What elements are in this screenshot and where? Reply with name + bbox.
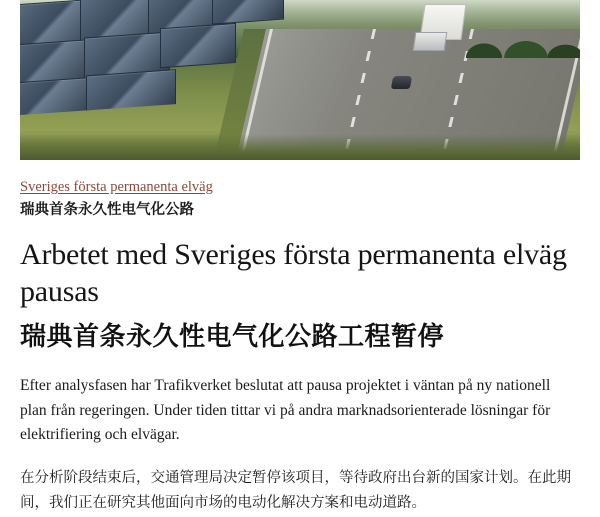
car-icon [391,76,412,89]
foreground-grass [20,134,580,160]
solar-panel-icon [20,77,94,115]
page-title-swedish: Arbetet med Sveriges första permanenta elväg pausas [20,238,567,308]
article-content [0,178,600,517]
right-treeline [460,0,580,58]
solar-panel-field [20,0,290,115]
truck-icon [408,4,466,50]
body-paragraph-swedish: Efter analysfasen har Trafikverket beslutat att pausa projektet i väntan på ny nationell plan från regeringen. Under tiden tittar vi på andra marknadsorienterade lösningar för elektrifiering och elvägar. [20,377,551,444]
solar-panel-icon [212,0,284,25]
solar-panel-icon [160,23,236,68]
kicker-link-swedish[interactable]: Sveriges första permanenta elväg [20,179,213,195]
body-paragraph-chinese: 在分析阶段结束后，交通管理局决定暂停该项目，等待政府出台新的国家计划。在此期间，我们正在研究其他面向市场的电动化解决方案和电动道路。 [20,469,571,512]
hero-image [20,0,580,160]
page-title-chinese: 瑞典首条永久性电气化公路工程暂停 [20,321,445,352]
kicker-chinese: 瑞典首条永久性电气化公路 [20,201,194,218]
truck-cab [413,32,448,51]
kicker-block [20,178,580,221]
